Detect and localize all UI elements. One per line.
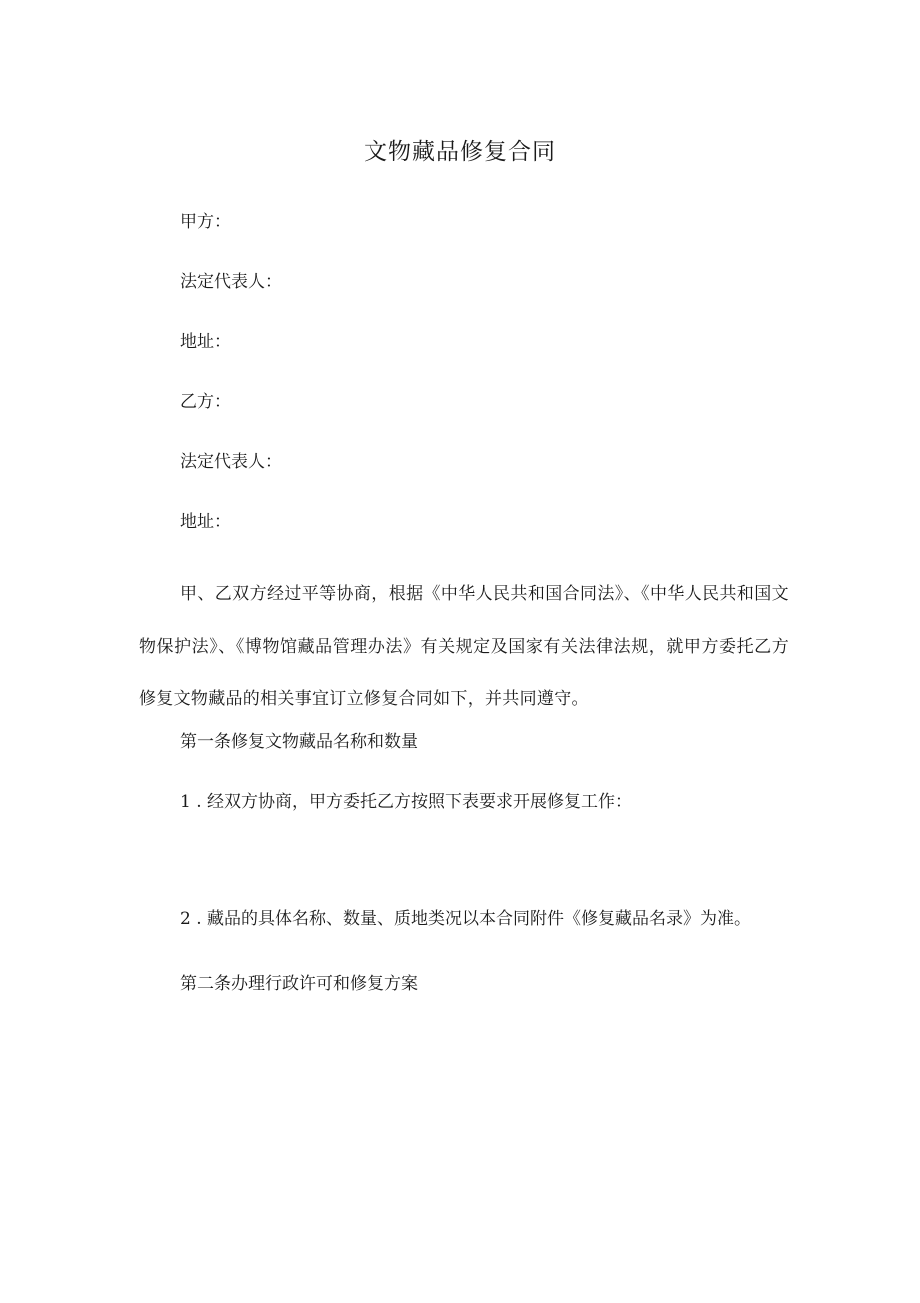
party-a-address-label: 地址： (180, 332, 231, 352)
party-b-address-label: 地址： (180, 512, 231, 532)
party-a-rep-label: 法定代表人： (180, 272, 282, 292)
article-1-item-2: 2 . 藏品的具体名称、数量、质地类况以本合同附件《修复藏品名录》为准。 (180, 909, 752, 929)
article-1-item-1: 1 . 经双方协商，甲方委托乙方按照下表要求开展修复工作： (180, 792, 633, 812)
article-1-heading: 第一条修复文物藏品名称和数量 (180, 732, 418, 752)
preamble-paragraph: 甲、乙双方经过平等协商，根据《中华人民共和国合同法》、《中华人民共和国文物保护法》、《博物馆藏品管理办法》有关规定及国家有关法律法规，就甲方委托乙方修复文物藏品的相关事宜订立修复合同如下，并共同遵守。 (139, 584, 789, 709)
party-a-name-label: 甲方： (180, 212, 231, 232)
document-title: 文物藏品修复合同 (364, 139, 556, 165)
party-b-name-label: 乙方： (180, 392, 231, 412)
party-b-rep-label: 法定代表人： (180, 452, 282, 472)
article-2-heading: 第二条办理行政许可和修复方案 (180, 974, 418, 994)
